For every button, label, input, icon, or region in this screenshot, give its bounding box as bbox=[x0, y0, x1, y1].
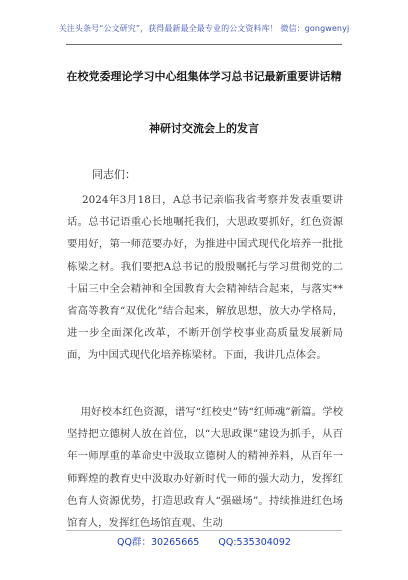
footer-qq: QQ:535304092 bbox=[218, 537, 291, 548]
header-divider bbox=[66, 44, 342, 45]
footer-divider bbox=[66, 530, 342, 531]
document-title-line-1: 在校党委理论学习中心组集体学习总书记最新重要讲话精 bbox=[66, 70, 342, 83]
document-title-line-2: 神研讨交流会上的发言 bbox=[149, 122, 259, 135]
header-banner: 关注头条号“公文研究”，获得最新最全最专业的公文资料库！ 微信：gongwenyj bbox=[58, 24, 350, 33]
footer bbox=[0, 534, 408, 548]
salutation: 同志们： bbox=[92, 168, 136, 181]
body-paragraph: 用好校本红色资源，谱写“红校史”铸“红师魂”新篇。学校坚持把立德树人放在首位，以“大思政课”建设为抓手，从百年一师厚重的革命史中汲取立德树人的精神养料，从百年一师辉煌的教育史中汲取办好新时代一师的强大动力，发挥红色育人资源优势，打造思政育人“强磁场”。持续推进红色场馆育人，发挥红色场馆直观、生动 bbox=[67, 406, 343, 530]
body-paragraph: 2024年3月18日，A总书记亲临我省考察并发表重要讲话。总书记语重心长地嘱托我们，大思政要抓好，红色资源要用好，第一师范要办好，为推进中国式现代化培养一批批栋梁之材。我们要把A总书记的殷殷嘱托与学习贯彻党的二十届三中全会精神和全国教育大会精神结合起来，与落实**省高等教育“双优化”结合起来，解放思想，放大办学格局，进一步全面深化改革，不断开创学校事业高质量发展新局面，为中国式现代化培养栋梁材。下面，我讲几点体会。 bbox=[67, 194, 343, 362]
footer-qq-group: QQ群：30265665 bbox=[117, 537, 200, 548]
